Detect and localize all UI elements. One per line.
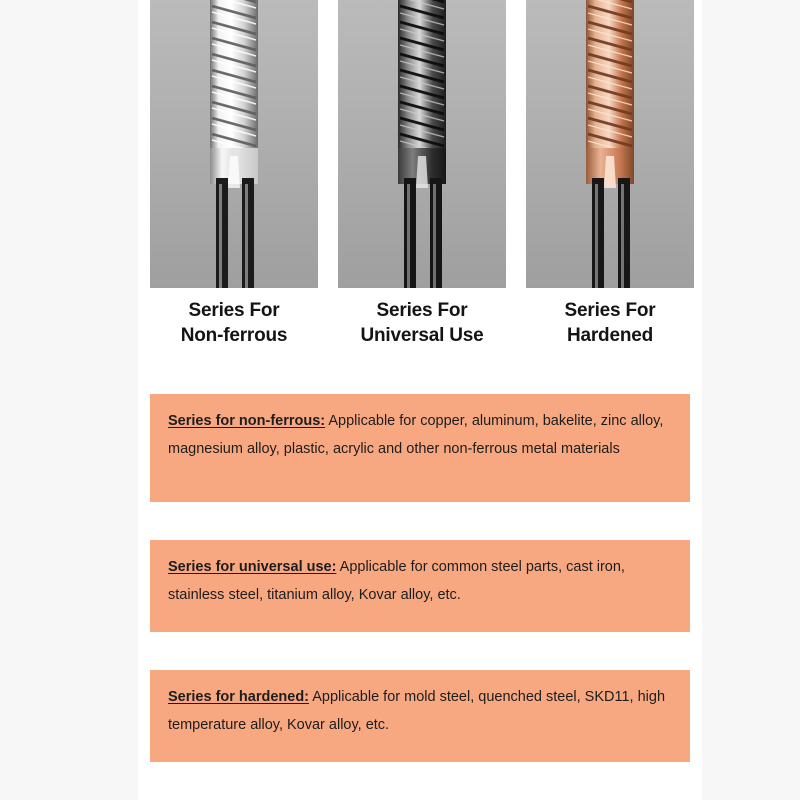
card-caption-hardened [526,298,694,348]
caption-line-1: Series For [376,300,468,321]
product-card-hardened [526,0,694,348]
thread-mill-silver-illustration [150,0,318,288]
thread-mill-silver-photo [150,0,318,288]
series-description-hardened [150,670,690,762]
series-description-label: Series for non-ferrous: [168,413,326,429]
series-description-label: Series for universal use: [168,559,337,575]
thread-mill-bronze-photo [526,0,694,288]
series-description-text: Applicable for common steel parts, cast iron, stainless steel, titanium alloy, Kovar alloy, etc. [168,559,625,603]
series-description-list [150,394,690,762]
card-caption-universal [338,298,506,348]
thread-mill-black-illustration [338,0,506,288]
thread-mill-black-photo [338,0,506,288]
product-card-non-ferrous [150,0,318,348]
series-description-label: Series for hardened: [168,689,310,705]
series-description-text: Applicable for mold steel, quenched steel, SKD11, high temperature alloy, Kovar alloy, etc. [168,689,666,733]
thread-mill-bronze-illustration [526,0,694,288]
page-content [138,0,702,800]
series-description-text: Applicable for copper, aluminum, bakelite, zinc alloy, magnesium alloy, plastic, acrylic and other non-ferrous metal materials [168,413,664,457]
caption-line-2: Hardened [566,325,654,347]
product-card-universal [338,0,506,348]
series-description-universal [150,540,690,632]
caption-line-2: Non-ferrous [180,325,288,347]
product-card-row [138,0,702,348]
card-caption-non-ferrous [150,298,318,348]
caption-line-1: Series For [564,300,656,321]
caption-line-2: Universal Use [360,325,484,347]
series-description-non-ferrous [150,394,690,502]
caption-line-1: Series For [188,300,280,321]
page-margin-left [0,0,138,800]
